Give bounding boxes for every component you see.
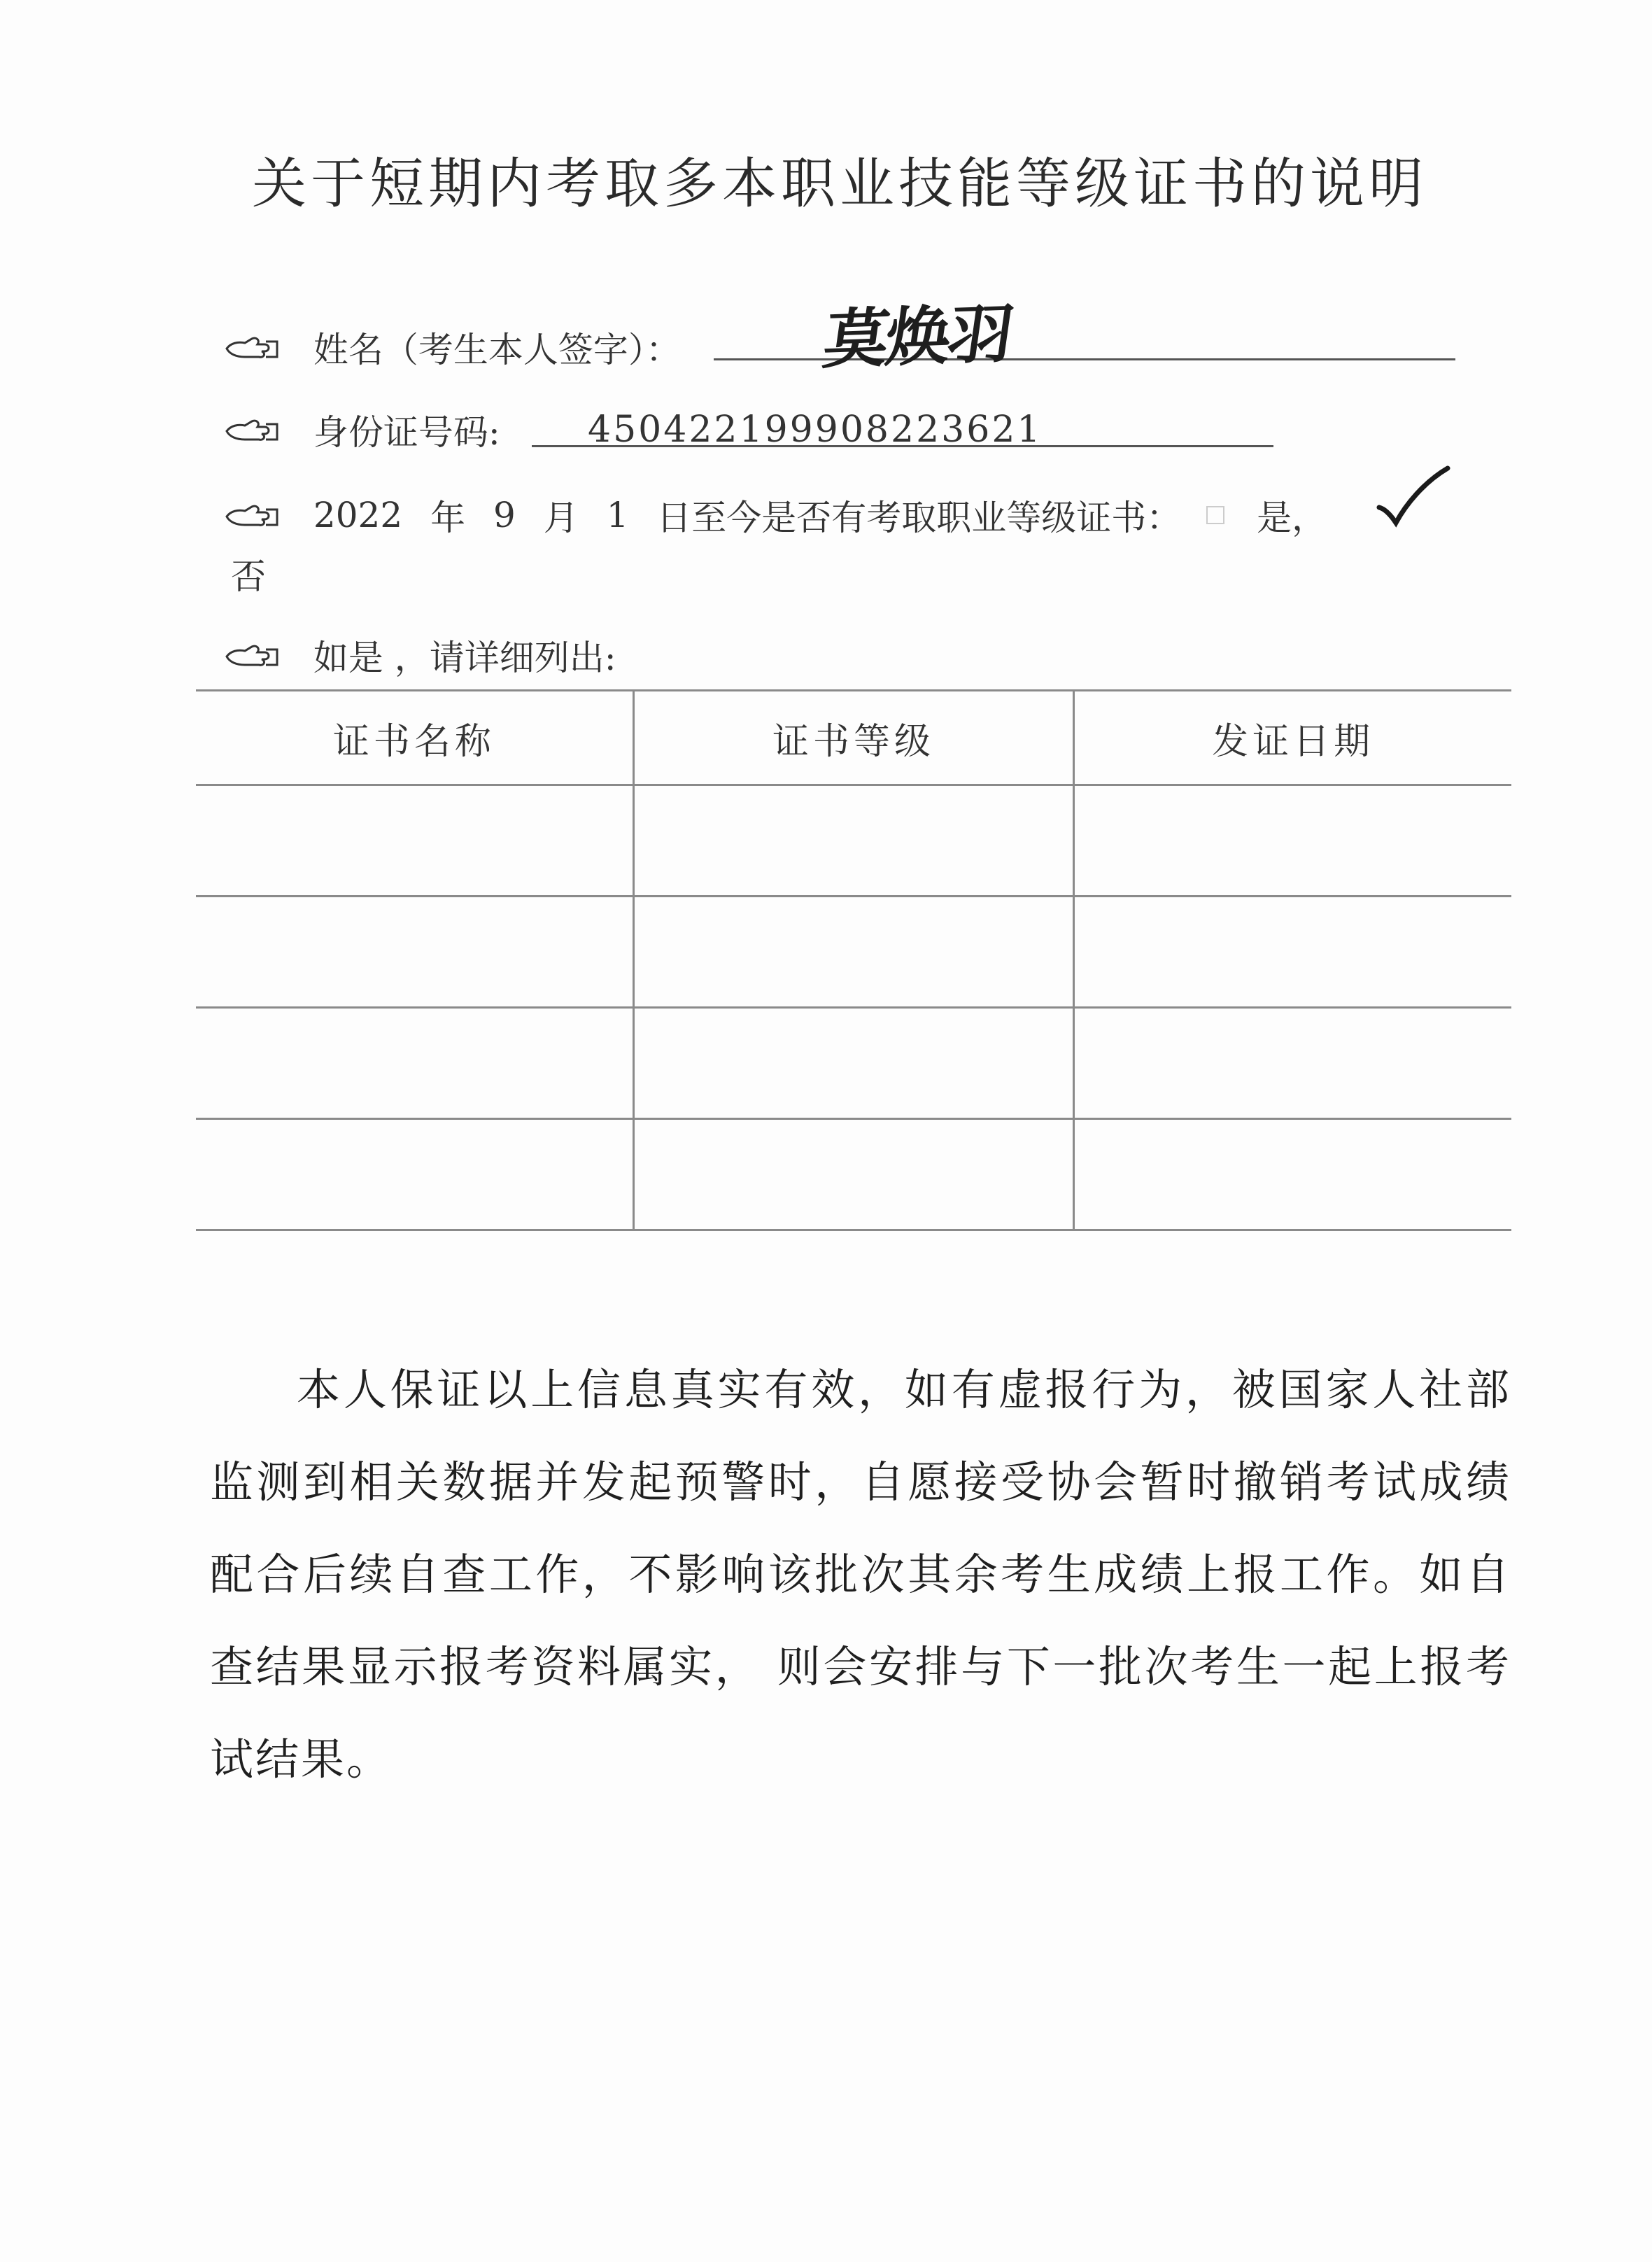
table-cell[interactable] [1074,1119,1511,1230]
table-row [196,1008,1511,1119]
detail-row [224,630,616,680]
table-cell[interactable] [1074,1008,1511,1119]
table-cell[interactable] [196,785,633,897]
declaration-statement: 本人保证以上信息真实有效，如有虚报行为，被国家人社部监测到相关数据并发起预警时，自愿接受协会暂时撤销考试成绩配合后续自查工作，不影响该批次其余考生成绩上报工作。如自查结果显示报考资料属实， 则会安排与下一批次考生一起上报考试结果。 [210,1364,1511,1785]
table-cell[interactable] [196,1008,633,1119]
header-issue-date: 发证日期 [1074,691,1511,785]
question-month-unit: 月 [543,498,579,538]
question-text: 日至今是否有考取职业等级证书： [656,498,1182,538]
table-cell[interactable] [1074,785,1511,897]
document-title: 关于短期内考取多本职业技能等级证书的说明 [252,153,1428,216]
question-month: 9 [493,495,516,535]
header-cert-name: 证书名称 [196,691,633,785]
table-cell[interactable] [1074,897,1511,1008]
question-row [224,490,1327,540]
id-row [224,405,500,455]
question-day: 1 [606,495,629,535]
table-cell[interactable] [196,897,633,1008]
header-cert-level: 证书等级 [633,691,1073,785]
check-mark-icon [1375,465,1452,528]
pointing-hand-icon [224,333,281,361]
detail-label: 如是 ，请详细列出: [313,638,616,678]
pointing-hand-icon [224,641,281,669]
id-underline [532,445,1273,447]
signature: 莫焕羽 [819,296,1016,378]
table-cell[interactable] [633,785,1073,897]
name-label: 姓名（考生本人签字）： [313,330,681,370]
table-row [196,1119,1511,1230]
question-year: 2022 [313,495,403,535]
table-row [196,785,1511,897]
question-year-unit: 年 [430,498,466,538]
table-cell[interactable] [196,1119,633,1230]
certificate-table [196,689,1511,1231]
id-number: 450422199908223621 [588,409,1043,451]
pointing-hand-icon [224,501,281,529]
table-cell[interactable] [633,1119,1073,1230]
table-cell[interactable] [633,1008,1073,1119]
no-label: 否 [231,556,266,597]
pointing-hand-icon [224,416,281,444]
id-label: 身份证号码: [313,412,500,453]
table-row [196,897,1511,1008]
yes-checkbox[interactable] [1206,506,1224,524]
yes-label: 是， [1257,498,1327,538]
table-cell[interactable] [633,897,1073,1008]
table-header-row [196,691,1511,785]
name-row [224,322,681,372]
